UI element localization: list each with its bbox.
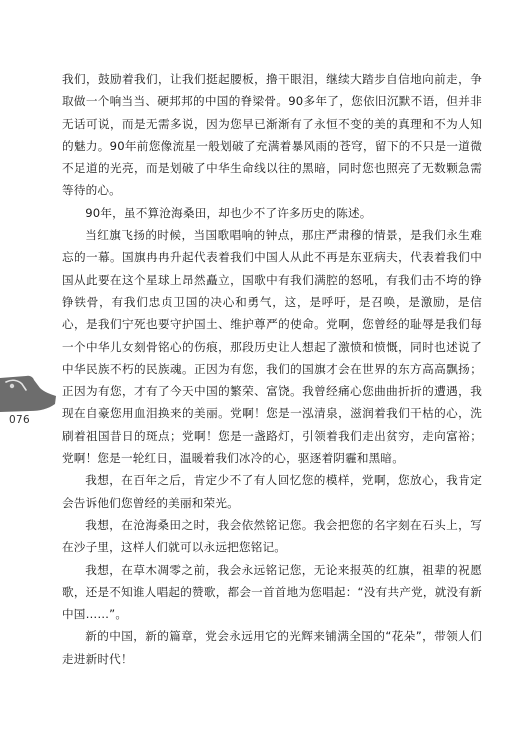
paragraph: 我想，在沧海桑田之时，我会依然铭记您。我会把您的名字刻在石头上，写在沙子里，这样人们就可以永远把您铭记。 (62, 517, 482, 555)
article-body (62, 68, 482, 670)
paragraph: 我们，鼓励着我们，让我们挺起腰板，撸干眼泪，继续大踏步自信地向前走，争取做一个响当当、硬邦邦的中国的脊梁骨。90多年了，您依旧沉默不语，但并非无话可说，而是无需多说，因为您早已渐渐有了永恒不变的美的真理和不为人知的魅力。90年前您像流星一般划破了充满着暴风雨的苍穹，留下的不只是一道微不足道的光亮，而是划破了中华生命线以往的黑暗，同时您也照亮了无数颗急需等待的心。 (62, 72, 482, 198)
page-number: 076 (9, 414, 30, 426)
paragraph: 我想，在百年之后，肯定少不了有人回忆您的模样，党啊，您放心，我肯定会告诉他们您曾经的美丽和荣光。 (62, 473, 482, 510)
paragraph: 当红旗飞扬的时候，当国歌唱响的钟点，那庄严肃穆的情景，是我们永生难忘的一幕。国旗冉冉升起代表着我们中国人从此不再是东亚病夫，代表着我们中国从此要在这个星球上昂然矗立，国歌中有我们满腔的怒吼，有我们击不垮的铮铮铁骨，有我们忠贞卫国的决心和勇气，这，是呼吁，是召唤，是激励，是信心，是我们宁死也要守护国土、维护尊严的使命。党啊，您曾经的耻辱是我们每一个中华儿女刻骨铭心的伤痕，那段历史让人想起了激愤和愤慨，同时也述说了中华民族不朽的民族魂。正因为有您，我们的国旗才会在世界的东方高高飘扬；正因为有您，才有了今天中国的繁荣、富饶。我曾经痛心您曲曲折折的遭遇，我现在自豪您用血泪换来的美丽。党啊！您是一泓清泉，滋润着我们干枯的心，洗刷着祖国昔日的斑点；党啊！您是一盏路灯，引领着我们走出贫穷，走向富裕；党啊！您是一轮红日，温暖着我们冰冷的心，驱逐着阴霾和黑暗。 (62, 228, 482, 466)
paragraph: 我想，在草木凋零之前，我会永远铭记您，无论来报英的红旗，祖辈的祝愿歌，还是不知谁人唱起的赞歌，都会一首首地为您唱起：“没有共产党，就没有新中国……”。 (62, 562, 482, 622)
side-tab-decoration (0, 368, 58, 418)
paragraph: 新的中国，新的篇章，党会永远用它的光辉来铺满全国的“花朵”，带领人们走进新时代！ (62, 629, 482, 666)
paragraph: 90年，虽不算沧海桑田，却也少不了许多历史的陈述。 (85, 205, 372, 220)
